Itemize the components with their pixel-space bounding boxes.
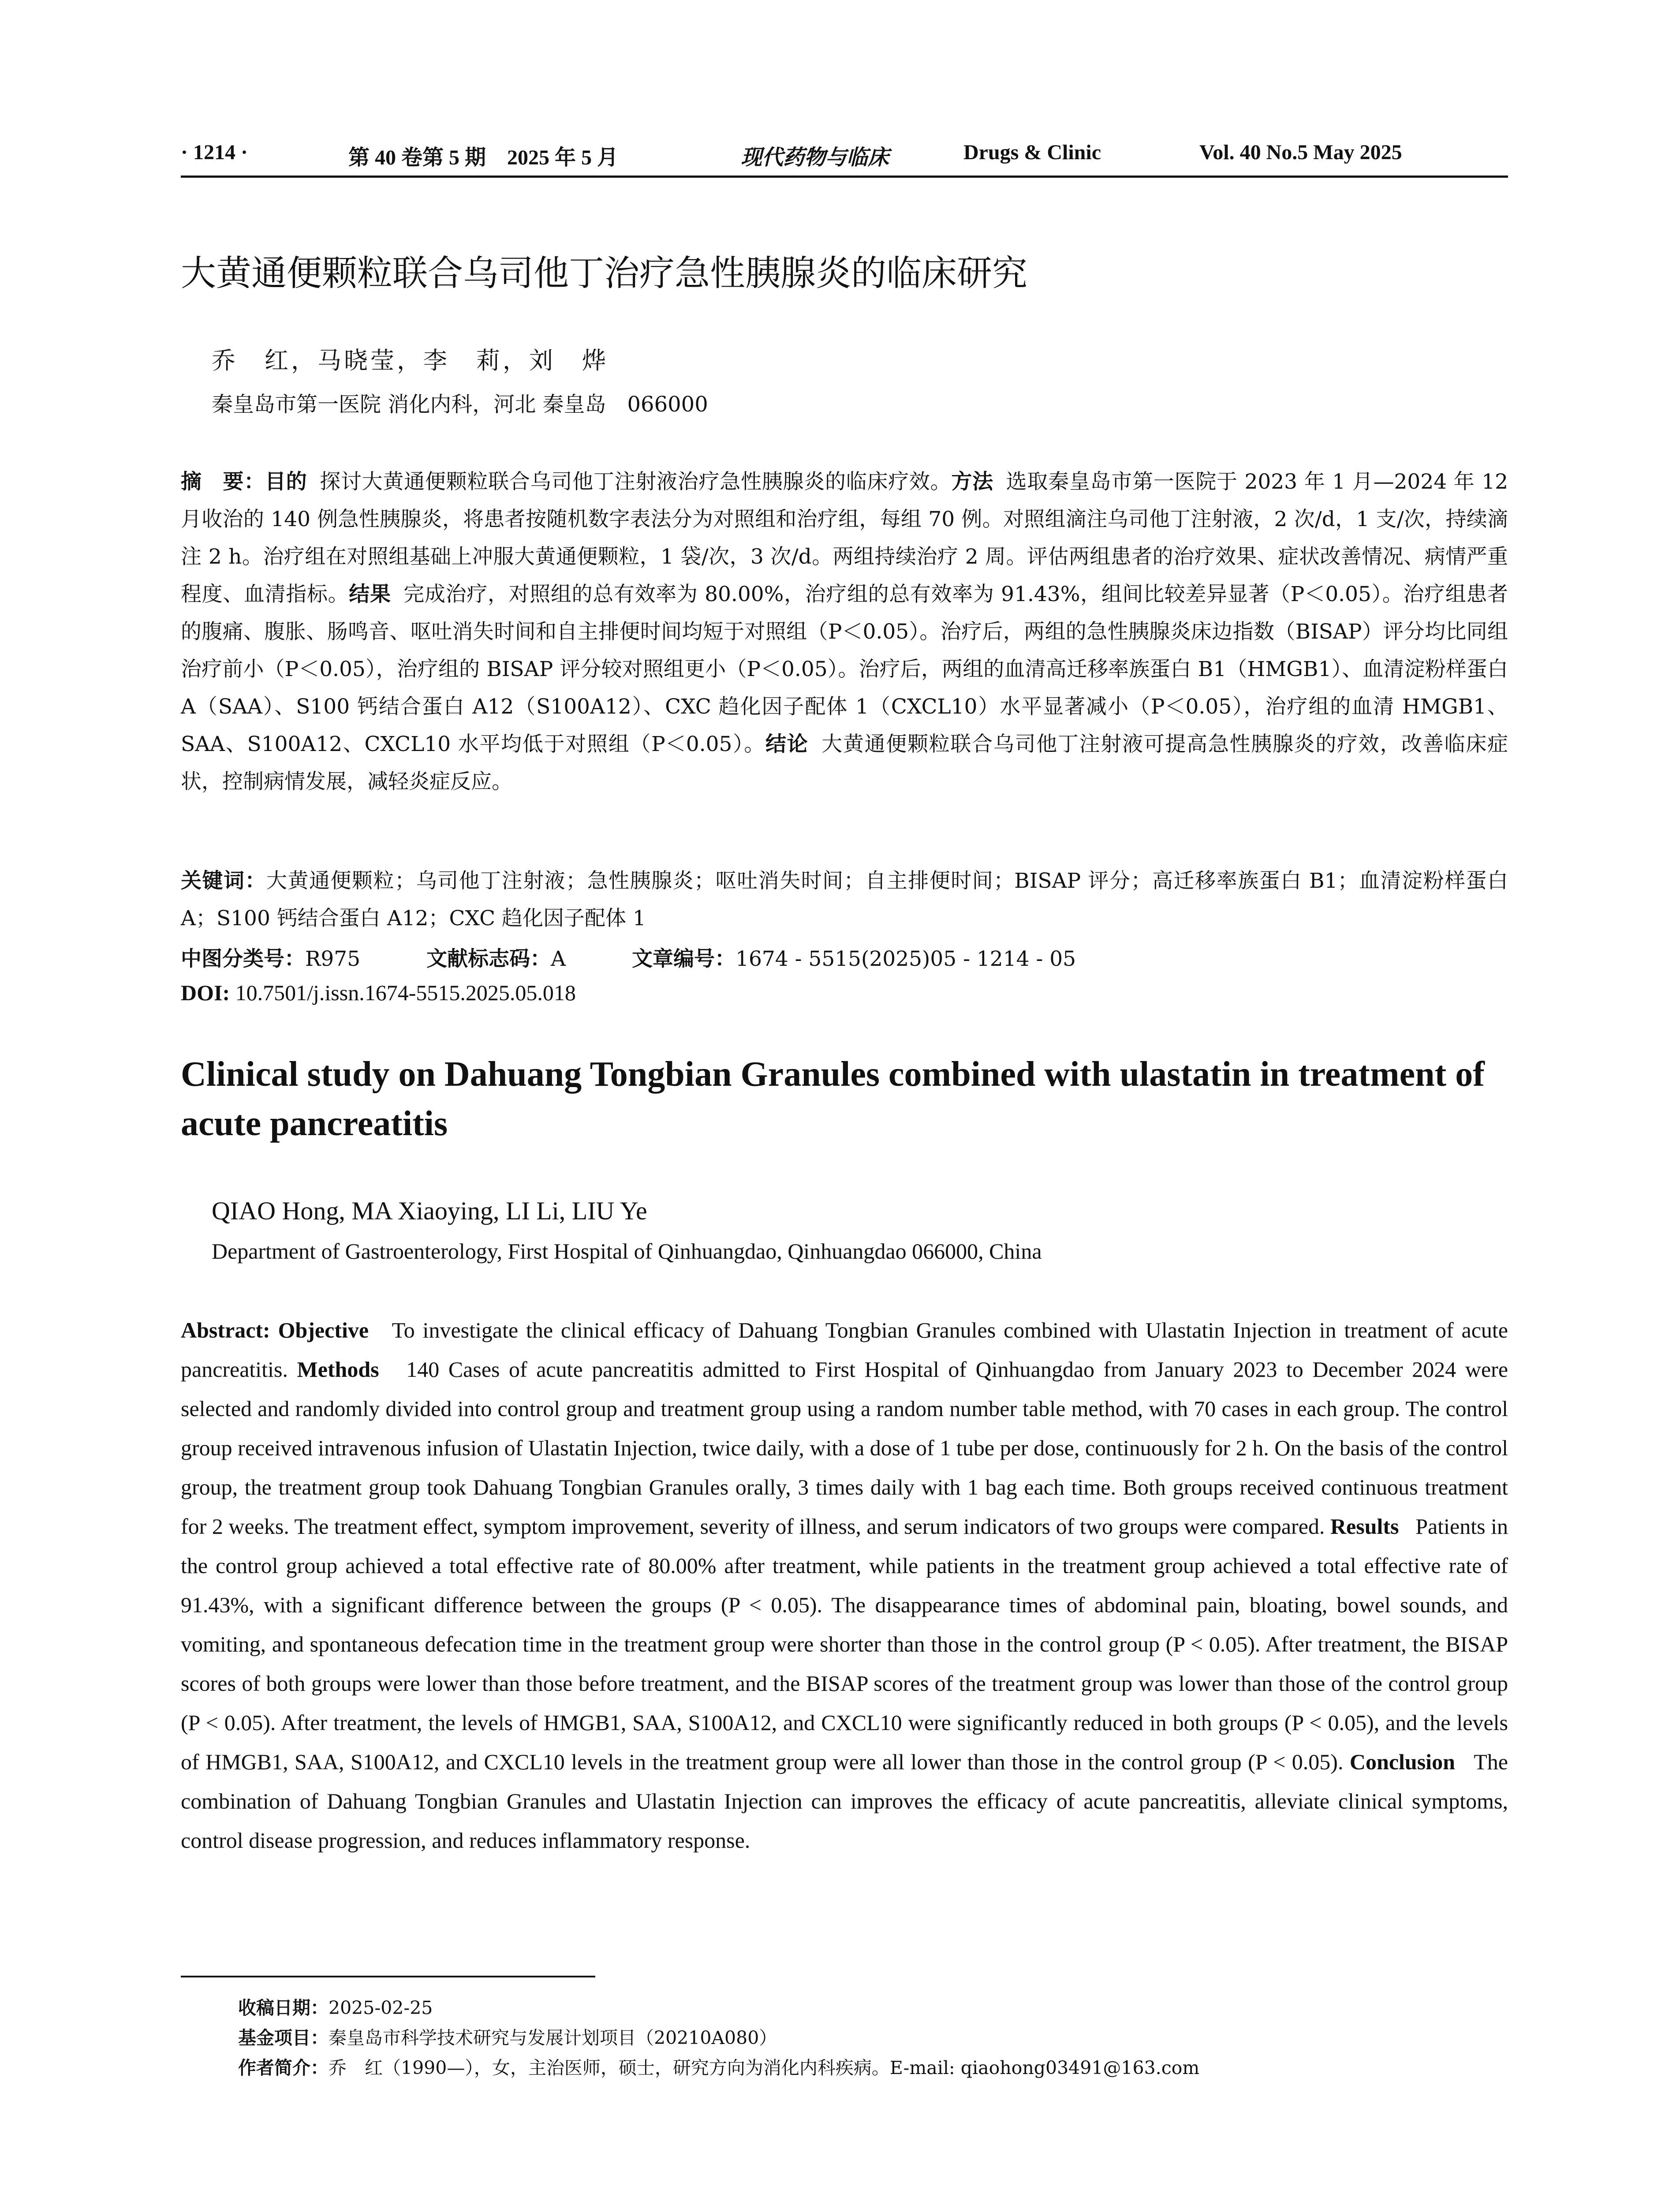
header-rule — [181, 176, 1508, 178]
volume-issue-cn: 第 40 卷第 5 期 2025 年 5 月 — [348, 146, 619, 169]
classification-line — [181, 942, 1076, 972]
doi-label: DOI: — [181, 980, 230, 1005]
chinese-affiliation: 秦皇岛市第一医院 消化内科，河北 秦皇岛 066000 — [212, 392, 708, 417]
keywords-text: 大黄通便颗粒；乌司他丁注射液；急性胰腺炎；呕吐消失时间；自主排便时间；BISAP 评分；高迁移率族蛋白 B1；血清淀粉样蛋白 A；S100 钙结合蛋白 A12；CXC 趋化因子配体 1 — [181, 869, 1508, 931]
doc-code-label: 文献标志码： — [426, 947, 551, 971]
article-no-label: 文章编号： — [632, 947, 736, 971]
chinese-authors: 乔 红，马晓莹，李 莉，刘 烨 — [212, 347, 609, 374]
footnote-rule — [181, 1976, 595, 1977]
author-bio-value: 乔 红（1990—），女，主治医师，硕士，研究方向为消化内科疾病。E-mail: qiaohong03491@163.com — [329, 2057, 1200, 2078]
conclusion-text: 大黄通便颗粒联合乌司他丁注射液可提高急性胰腺炎的疗效，改善临床症状，控制病情发展，减轻炎症反应。 — [181, 732, 1508, 794]
english-abstract — [181, 1311, 1508, 1860]
english-authors: QIAO Hong, MA Xiaoying, LI Li, LIU Ye — [212, 1196, 647, 1225]
received-value: 2025-02-25 — [329, 1997, 433, 2018]
results-label: 结果 — [349, 582, 391, 606]
en-results-label: Results — [1330, 1514, 1399, 1539]
article-no-value: 1674 - 5515(2025)05 - 1214 - 05 — [735, 947, 1076, 971]
keywords-label: 关键词： — [181, 869, 267, 893]
journal-name-cn: 现代药物与临床 — [741, 145, 889, 170]
doi-value: 10.7501/j.issn.1674-5515.2025.05.018 — [235, 980, 576, 1005]
doc-code-value: A — [551, 947, 566, 971]
keywords — [181, 862, 1508, 937]
received-date — [238, 1993, 433, 2019]
author-bio-label: 作者简介： — [238, 2057, 329, 2078]
en-results-text: Patients in the control group achieved a total effective rate of 80.00% after treatment, while patients in the treatment group achieved a total effective rate of 91.43%, with a significant difference between the groups (P < 0.05). The disappearance times of abdominal pain, bloating, bowel sounds, and vomiting, and spontaneous defecation time in the treatment group were shorter than those in the control group (P < 0.05). After treatment, the BISAP scores of both groups were lower than those before treatment, and the BISAP scores of the treatment group was lower than those of the control group (P < 0.05). After treatment, the levels of HMGB1, SAA, S100A12, and CXCL10 were significantly reduced in both groups (P < 0.05), and the levels of HMGB1, SAA, S100A12, and CXCL10 levels in the treatment group were all lower than those in the control group (P < 0.05). — [181, 1514, 1508, 1774]
en-conclusion-label: Conclusion — [1349, 1749, 1455, 1774]
clc-value: R975 — [305, 947, 361, 971]
volume-issue-en: Vol. 40 No.5 May 2025 — [1199, 141, 1402, 164]
methods-label: 方法 — [951, 470, 993, 494]
page-number: · 1214 · — [181, 141, 248, 164]
author-bio — [238, 2053, 1199, 2079]
doi-line — [181, 980, 576, 1005]
results-text: 完成治疗，对照组的总有效率为 80.00%，治疗组的总有效率为 91.43%，组间比较差异显著（P＜0.05）。治疗组患者的腹痛、腹胀、肠鸣音、呕吐消失时间和自主排便时间均短于对照组（P＜0.05）。治疗后，两组的急性胰腺炎床边指数（BISAP）评分均比同组治疗前小（P＜0.05），治疗组的 BISAP 评分较对照组更小（P＜0.05）。治疗后，两组的血清高迁移率族蛋白 B1（HMGB1）、血清淀粉样蛋白 A（SAA）、S100 钙结合蛋白 A12（S100A12）、CXC 趋化因子配体 1（CXCL10）水平显著减小（P＜0.05），治疗组的血清 HMGB1、SAA、S100A12、CXCL10 水平均低于对照组（P＜0.05）。 — [181, 582, 1508, 756]
conclusion-label: 结论 — [765, 732, 809, 756]
en-methods-label: Methods — [297, 1357, 379, 1382]
en-methods-text: 140 Cases of acute pancreatitis admitted to First Hospital of Qinhuangdao from January 2023 to December 2024 were selected and randomly divided into control group and treatment group using a random number table method, with 70 cases in each group. The control group received intravenous infusion of Ulastatin Injection, twice daily, with a dose of 1 tube per dose, continuously for 2 h. On the basis of the control group, the treatment group took Dahuang Tongbian Granules orally, 3 times daily with 1 bag each time. Both groups received continuous treatment for 2 weeks. The treatment effect, symptom improvement, severity of illness, and serum indicators of two groups were compared. — [181, 1357, 1508, 1539]
english-affiliation: Department of Gastroenterology, First Hospital of Qinhuangdao, Qinhuangdao 066000, China — [212, 1239, 1042, 1263]
fund-label: 基金项目： — [238, 2027, 329, 2048]
en-objective-text: To investigate the clinical efficacy of Dahuang Tongbian Granules combined with Ulastatin Injection in treatment of acute pancreatitis. — [181, 1318, 1508, 1382]
objective-label: 目的 — [265, 470, 307, 494]
en-objective-label: Objective — [278, 1318, 369, 1342]
en-conclusion-text: The combination of Dahuang Tongbian Granules and Ulastatin Injection can improves the efficacy of acute pancreatitis, alleviate clinical symptoms, control disease progression, and reduces inflammatory response. — [181, 1749, 1508, 1853]
chinese-title: 大黄通便颗粒联合乌司他丁治疗急性胰腺炎的临床研究 — [181, 253, 1027, 294]
en-abstract-label: Abstract: — [181, 1318, 270, 1342]
journal-name-en: Drugs & Clinic — [963, 141, 1101, 164]
methods-text: 选取秦皇岛市第一医院于 2023 年 1 月—2024 年 12 月收治的 140 例急性胰腺炎，将患者按随机数字表法分为对照组和治疗组，每组 70 例。对照组滴注乌司他丁注射液，2 次/d，1 支/次，持续滴注 2 h。治疗组在对照组基础上冲服大黄通便颗粒，1 袋/次，3 次/d。两组持续治疗 2 周。评估两组患者的治疗效果、症状改善情况、病情严重程度、血清指标。 — [181, 470, 1508, 606]
received-label: 收稿日期： — [238, 1997, 329, 2018]
chinese-abstract — [181, 463, 1508, 800]
fund-value: 秦皇岛市科学技术研究与发展计划项目（20210A080） — [329, 2027, 777, 2048]
objective-text: 探讨大黄通便颗粒联合乌司他丁注射液治疗急性胰腺炎的临床疗效。 — [319, 470, 952, 494]
abstract-label: 摘 要： — [181, 470, 265, 494]
fund-project — [238, 2023, 777, 2049]
english-title: Clinical study on Dahuang Tongbian Granules combined with ulastatin in treatment of acute pancreatitis — [181, 1055, 1485, 1143]
clc-label: 中图分类号： — [181, 947, 305, 971]
